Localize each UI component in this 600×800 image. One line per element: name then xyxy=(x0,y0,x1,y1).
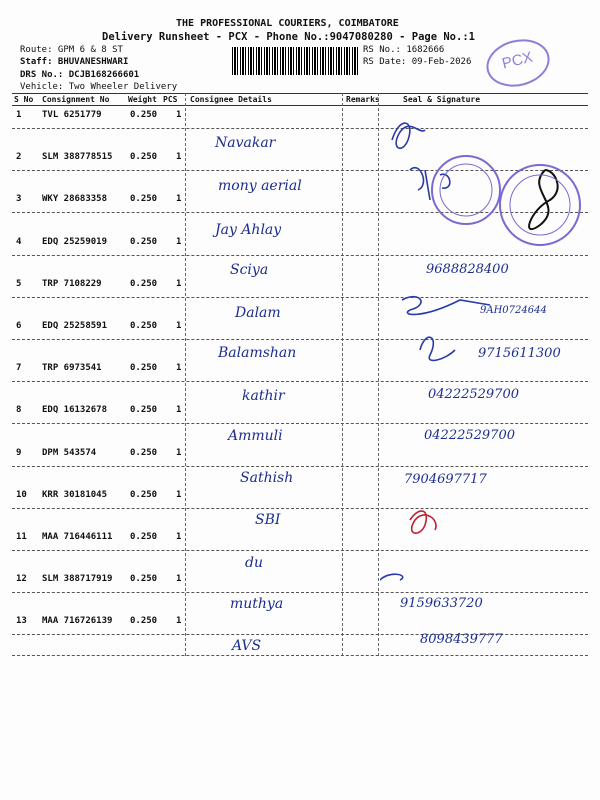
signature-1 xyxy=(392,123,425,148)
row-weight: 0.250 xyxy=(130,405,158,416)
signature-7 xyxy=(420,337,455,360)
phone-handwritten: 9688828400 xyxy=(426,262,509,277)
row-pcs: 1 xyxy=(176,405,182,416)
col-sno: S No xyxy=(14,95,34,104)
row-pcs: 1 xyxy=(176,532,182,542)
row-sno: 10 xyxy=(16,489,27,500)
consignee-name-handwritten: mony aerial xyxy=(218,178,302,194)
row-consignment-no: SLM 388778515 xyxy=(42,152,113,163)
vehicle-label: Vehicle: Two Wheeler Delivery xyxy=(20,82,178,92)
row-sno: 5 xyxy=(16,278,22,289)
row-sno: 6 xyxy=(16,321,22,331)
row-sno: 12 xyxy=(16,574,27,585)
consignee-name-handwritten: muthya xyxy=(230,596,284,612)
row-pcs: 1 xyxy=(176,616,182,627)
rs-number: RS No.: 1682666 xyxy=(363,45,445,55)
row-weight: 0.250 xyxy=(130,363,158,374)
row-consignment-no: EDQ 25258591 xyxy=(42,321,108,331)
row-pcs: 1 xyxy=(176,574,182,585)
signature-area xyxy=(380,110,590,650)
row-weight: 0.250 xyxy=(130,616,158,627)
col-signature: Seal & Signature xyxy=(403,95,481,104)
row-weight: 0.250 xyxy=(130,236,158,247)
row-pcs: 1 xyxy=(176,489,182,500)
phone-handwritten: 04222529700 xyxy=(428,387,519,402)
row-weight: 0.250 xyxy=(130,278,158,289)
consignee-name-handwritten: du xyxy=(245,555,263,571)
row-sno: 2 xyxy=(16,152,22,163)
seal-stamp-1 xyxy=(432,156,500,224)
signature-2 xyxy=(410,168,450,200)
signature-12 xyxy=(380,574,403,580)
row-pcs: 1 xyxy=(176,278,182,289)
rs-date: RS Date: 09-Feb-2026 xyxy=(363,57,472,67)
row-consignment-no: EDQ 16132678 xyxy=(42,405,108,416)
consignee-name-handwritten: Sciya xyxy=(230,262,269,278)
consignee-name-handwritten: Navakar xyxy=(215,135,276,151)
row-consignment-no: WKY 28683358 xyxy=(42,194,108,205)
route-label: Route: GPM 6 & 8 ST xyxy=(20,45,123,55)
row-sno: 8 xyxy=(16,405,22,416)
consignee-name-handwritten: Sathish xyxy=(240,470,294,486)
company-name: THE PROFESSIONAL COURIERS, COIMBATORE xyxy=(176,18,399,29)
row-weight: 0.250 xyxy=(130,447,158,458)
row-sno: 3 xyxy=(16,194,22,205)
col-weight: Weight xyxy=(128,95,157,104)
col-consignment: Consignment No xyxy=(42,95,110,104)
consignee-name-handwritten: AVS xyxy=(232,638,262,654)
row-consignment-no: MAA 716726139 xyxy=(42,616,113,627)
staff-label: Staff: BHUVANESHWARI xyxy=(20,57,129,67)
phone-handwritten: 7904697717 xyxy=(404,472,487,487)
phone-handwritten: 8098439777 xyxy=(420,632,503,647)
row-weight: 0.250 xyxy=(130,489,158,500)
row-consignment-no: MAA 716446111 xyxy=(42,532,113,542)
row-weight: 0.250 xyxy=(130,110,158,120)
signature-5 xyxy=(402,297,490,315)
phone-handwritten: 9AH0724644 xyxy=(480,305,547,316)
pcx-stamp: PCX xyxy=(481,33,554,93)
row-weight: 0.250 xyxy=(130,152,158,163)
consignee-name-handwritten: kathir xyxy=(242,388,285,404)
runsheet-subtitle: Delivery Runsheet - PCX - Phone No.:9047080280 - Page No.:1 xyxy=(102,31,475,43)
phone-handwritten: 9159633720 xyxy=(400,596,483,611)
row-sno: 11 xyxy=(16,532,27,542)
row-pcs: 1 xyxy=(176,152,182,163)
consignee-name-handwritten: Ammuli xyxy=(228,428,283,444)
row-consignment-no: TRP 6973541 xyxy=(42,363,102,374)
row-pcs: 1 xyxy=(176,110,182,120)
row-consignment-no: SLM 388717919 xyxy=(42,574,113,585)
consignee-name-handwritten: Balamshan xyxy=(218,345,297,361)
consignee-name-handwritten: Dalam xyxy=(235,305,281,321)
col-pcs: PCS xyxy=(163,95,178,104)
row-consignment-no: TRP 7108229 xyxy=(42,278,102,289)
row-sno: 7 xyxy=(16,363,22,374)
drs-number: DRS No.: DCJB168266601 xyxy=(20,70,140,80)
consignee-name-handwritten: Jay Ahlay xyxy=(215,222,282,238)
row-pcs: 1 xyxy=(176,321,182,331)
row-sno: 1 xyxy=(16,110,22,120)
col-remarks: Remarks xyxy=(346,95,380,104)
barcode xyxy=(232,47,359,75)
row-weight: 0.250 xyxy=(130,321,158,331)
col-consignee: Consignee Details xyxy=(190,95,272,104)
row-consignment-no: EDQ 25259019 xyxy=(42,236,108,247)
row-weight: 0.250 xyxy=(130,194,158,205)
row-pcs: 1 xyxy=(176,236,182,247)
phone-handwritten: 04222529700 xyxy=(424,428,515,443)
row-consignment-no: DPM 543574 xyxy=(42,447,97,458)
row-pcs: 1 xyxy=(176,194,182,205)
row-sno: 4 xyxy=(16,236,22,247)
row-sno: 13 xyxy=(16,616,27,627)
consignee-name-handwritten: SBI xyxy=(255,512,281,528)
row-pcs: 1 xyxy=(176,447,182,458)
row-weight: 0.250 xyxy=(130,532,158,542)
phone-handwritten: 9715611300 xyxy=(478,346,561,361)
signature-3 xyxy=(529,170,558,229)
row-consignment-no: KRR 30181045 xyxy=(42,489,108,500)
row-sno: 9 xyxy=(16,447,22,458)
row-consignment-no: TVL 6251779 xyxy=(42,110,102,120)
signature-11 xyxy=(410,511,436,533)
row-weight: 0.250 xyxy=(130,574,158,585)
row-pcs: 1 xyxy=(176,363,182,374)
